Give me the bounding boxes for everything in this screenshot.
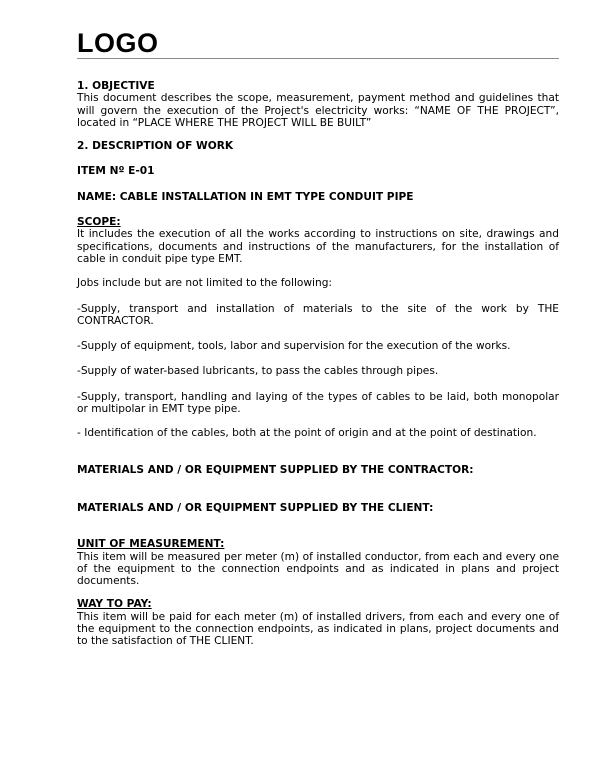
item-name: NAME: CABLE INSTALLATION IN EMT TYPE CONDUIT PIPE [77, 190, 414, 203]
materials-contractor-heading: MATERIALS AND / OR EQUIPMENT SUPPLIED BY THE CONTRACTOR: [77, 463, 474, 476]
job-item: -Supply of equipment, tools, labor and supervision for the execution of the works. [77, 340, 511, 353]
objective-heading: 1. OBJECTIVE [77, 80, 155, 92]
scope-text: It includes the execution of all the works according to instructions on site, drawings and specifications, documents and instructions of the manufacturers, for the installation of cable in conduit pipe type EMT. [77, 228, 559, 265]
objective-text: This document describes the scope, measurement, payment method and guidelines that will govern the execution of the Project's electricity works: “NAME OF THE PROJECT”, located in “PLACE WHERE THE PROJECT WILL BE BUILT” [77, 92, 559, 129]
payment-text: This item will be paid for each meter (m) of installed drivers, from each and every one of the equipment to the connection endpoints, as indicated in plans, project documents and to the satisfaction of THE CLIENT. [77, 610, 559, 648]
job-item: -Supply, transport, handling and laying of the types of cables to be laid, both monopolar or multipolar in EMT type pipe. [77, 390, 559, 416]
job-item: - Identification of the cables, both at the point of origin and at the point of destination. [77, 427, 537, 440]
job-item: -Supply, transport and installation of materials to the site of the work by THE CONTRACTOR. [77, 302, 559, 327]
measurement-text: This item will be measured per meter (m) of installed conductor, from each and every one of the equipment to the connection endpoints and as indicated in plans and project documents. [77, 550, 559, 588]
measurement-heading: UNIT OF MEASUREMENT: [77, 538, 225, 551]
scope-heading: SCOPE: [77, 216, 121, 229]
job-item: -Supply of water-based lubricants, to pass the cables through pipes. [77, 365, 439, 378]
materials-client-heading: MATERIALS AND / OR EQUIPMENT SUPPLIED BY THE CLIENT: [77, 501, 434, 514]
jobs-intro: Jobs include but are not limited to the following: [77, 277, 333, 290]
item-number: ITEM Nº E-01 [77, 165, 155, 178]
header-divider [77, 58, 559, 59]
logo: LOGO [77, 28, 159, 58]
payment-heading: WAY TO PAY: [77, 598, 152, 611]
description-heading: 2. DESCRIPTION OF WORK [77, 140, 234, 153]
document-body [77, 80, 559, 648]
